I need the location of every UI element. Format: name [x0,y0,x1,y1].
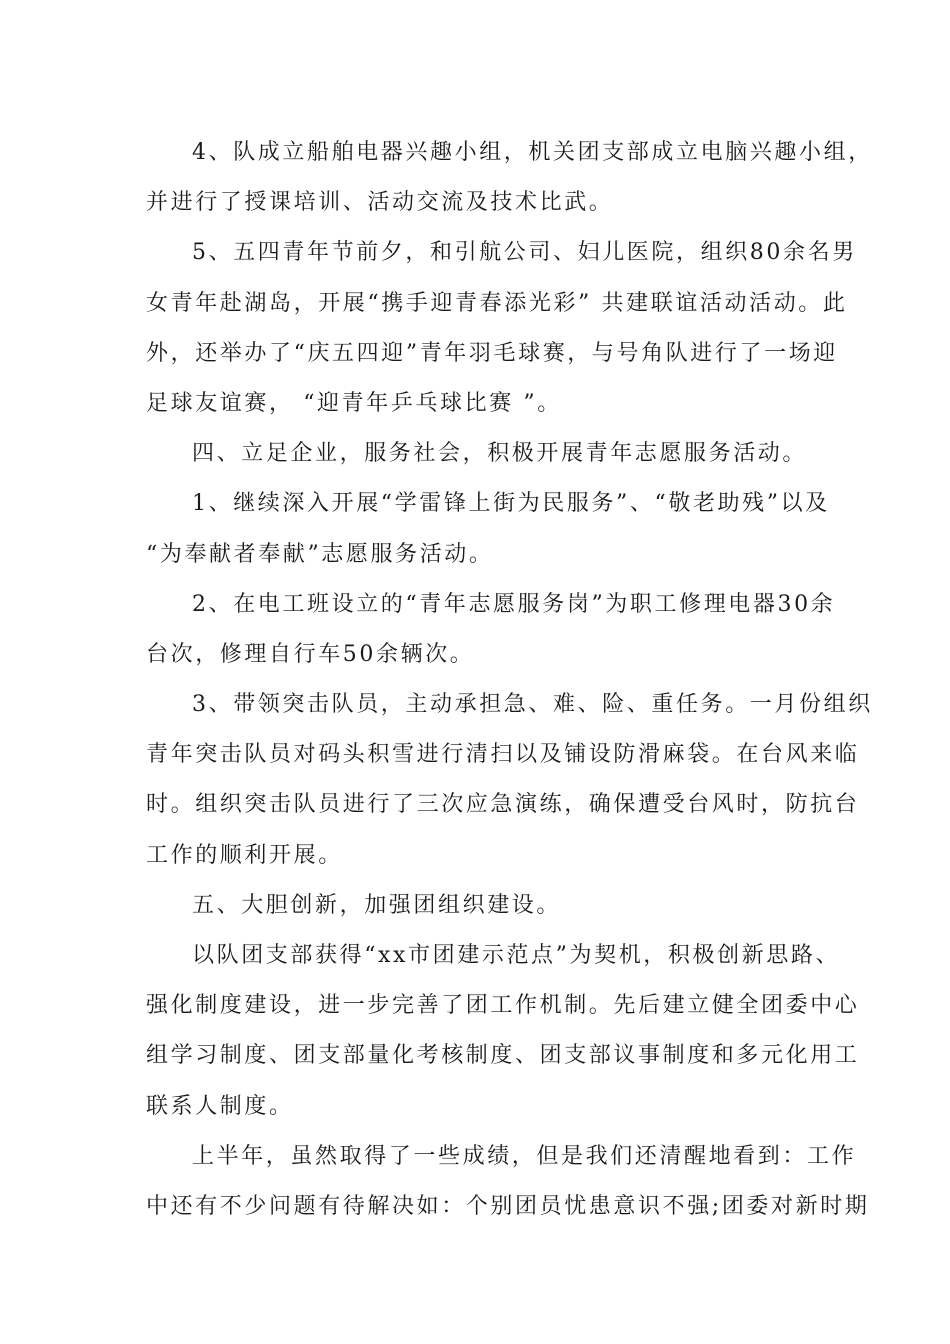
text-line: 4、队成立船舶电器兴趣小组，机关团支部成立电脑兴趣小组， [192,140,873,165]
text-line: 五、大胆创新，加强团组织建设。 [192,892,562,918]
text-line: 足球友谊赛， “迎青年乒乓球比赛 ”。 [146,390,562,416]
document-body [146,128,873,1232]
text-line: 女青年赴湖岛，开展“携手迎青春添光彩” 共建联谊活动活动。此 [146,290,848,316]
text-line: 联系人制度。 [146,1093,294,1119]
text-line: “为奉献者奉献”志愿服务活动。 [146,541,494,567]
text-line: 3、带领突击队员，主动承担急、难、险、重任务。一月份组织 [192,692,873,718]
text-line: 时。组织突击队员进行了三次应急演练，确保遭受台风时，防抗台 [146,792,860,818]
text-line: 1、继续深入开展“学雷锋上街为民服务”、“敬老助残”以及 [192,491,830,517]
text-line: 并进行了授课培训、活动交流及技术比武。 [146,190,614,216]
text-line: 工作的顺利开展。 [146,842,343,868]
text-line: 上半年，虽然取得了一些成绩，但是我们还清醒地看到：工作 [192,1143,857,1169]
text-line: 青年突击队员对码头积雪进行清扫以及铺设防滑麻袋。在台风来临 [146,742,860,768]
text-line: 组学习制度、团支部量化考核制度、团支部议事制度和多元化用工 [146,1043,860,1069]
text-line: 外，还举办了“庆五四迎”青年羽毛球赛，与号角队进行了一场迎 [146,340,838,366]
text-line: 强化制度建设，进一步完善了团工作机制。先后建立健全团委中心 [146,993,860,1019]
text-line: 2、在电工班设立的“青年志愿服务岗”为职工修理电器30余 [192,591,836,617]
text-line: 5、五四青年节前夕，和引航公司、妇儿医院，组织80余名男 [192,240,857,266]
text-line: 四、立足企业，服务社会，积极开展青年志愿服务活动。 [192,441,808,467]
text-line: 台次，修理自行车50余辆次。 [146,641,475,667]
text-line: 以队团支部获得“xx市团建示范点”为契机，积极创新思路、 [192,943,841,968]
text-line: 中还有不少问题有待解决如：个别团员忧患意识不强;团委对新时期 [146,1193,870,1219]
